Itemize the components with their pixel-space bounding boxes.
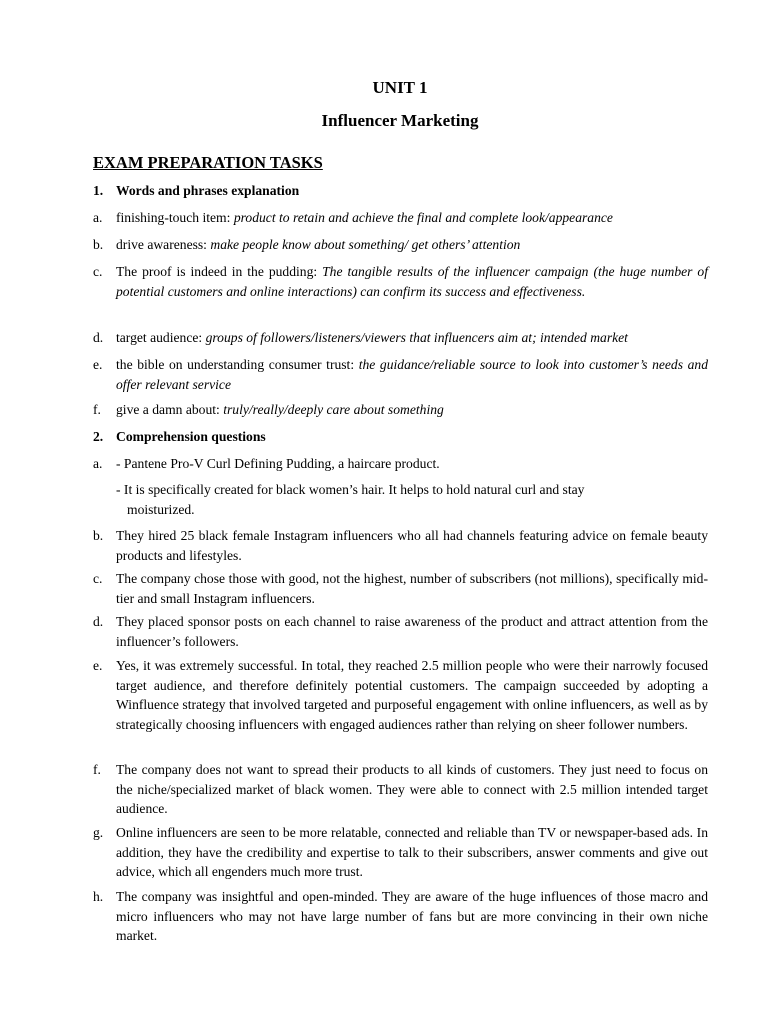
answer-line-continued: moisturized. — [127, 501, 195, 517]
answer-line: - Pantene Pro-V Curl Defining Pudding, a haircare product. — [116, 456, 440, 471]
item-label: a. — [93, 456, 103, 471]
list-item — [93, 612, 708, 651]
term: The proof is indeed in the pudding: — [116, 264, 318, 279]
answer-text: The company chose those with good, not the highest, number of subscribers (not millions), specifically mid-tier and small Instagram influencers. — [116, 571, 708, 606]
answer-text: They hired 25 black female Instagram influencers who all had channels featuring advice on female beauty products and lifestyles. — [116, 528, 708, 563]
item-label: d. — [93, 330, 104, 345]
item-label: b. — [93, 237, 104, 252]
definition: product to retain and achieve the final and complete look/appearance — [233, 210, 613, 225]
answer-text: Yes, it was extremely successful. In total, they reached 2.5 million people who were their narrowly focused target audience, and therefore definitely potential customers. The campaign succeeded by adopting a Winfluence strategy that involved targeted and purposeful engagement with online influencers, as well as by strategically choosing influencers with engaged audiences rather than relying on sheer follower numbers. — [116, 658, 708, 732]
list-item — [93, 328, 708, 348]
term: the bible on understanding consumer trust: — [116, 357, 355, 372]
list-item — [93, 526, 708, 565]
item-label: e. — [93, 658, 103, 673]
section-2-heading — [93, 427, 708, 447]
term: drive awareness: — [116, 237, 207, 252]
list-item — [93, 454, 708, 474]
definition: truly/really/deeply care about something — [223, 402, 444, 417]
page-title: Influencer Marketing — [321, 111, 479, 130]
definition: the guidance/reliable source to look into customer’s needs and offer relevant service — [116, 357, 708, 392]
answer-text: The company does not want to spread their products to all kinds of customers. They just need to focus on the niche/specialized market of black women. They were able to connect with 2.5 million intended target audience. — [116, 762, 708, 816]
term: target audience: — [116, 330, 203, 345]
definition: make people know about something/ get others’ attention — [210, 237, 521, 252]
item-label: f. — [93, 402, 101, 417]
list-item — [93, 656, 708, 734]
section-title: Comprehension questions — [116, 429, 266, 444]
definition: The tangible results of the influencer campaign (the huge number of potential customers and online interactions) can confirm its success and effectiveness. — [116, 264, 708, 299]
list-item — [93, 823, 708, 882]
item-label: a. — [93, 210, 103, 225]
item-label: f. — [93, 762, 101, 777]
tasks-heading: EXAM PREPARATION TASKS — [93, 153, 323, 172]
list-item — [93, 400, 708, 420]
answer-text: The company was insightful and open-minded. They are aware of the huge influences of those macro and micro influencers who may not have large number of fans but are more convincing in their own niche market. — [116, 889, 708, 943]
section-number: 2. — [93, 429, 104, 444]
answer-text: They placed sponsor posts on each channel to raise awareness of the product and attract attention from the influencer’s followers. — [116, 614, 708, 649]
section-1-heading — [93, 181, 708, 201]
section-number: 1. — [93, 183, 104, 198]
section-title: Words and phrases explanation — [116, 183, 300, 198]
list-item — [93, 355, 708, 394]
item-label: g. — [93, 825, 104, 840]
item-label: c. — [93, 571, 103, 586]
item-label: c. — [93, 264, 103, 279]
answer-bullet — [116, 480, 708, 519]
answer-line: - It is specifically created for black women’s hair. It helps to hold natural curl and stay — [116, 482, 585, 497]
unit-title: UNIT 1 — [372, 78, 428, 97]
list-item — [93, 208, 708, 228]
list-item — [93, 569, 708, 608]
item-label: h. — [93, 889, 104, 904]
list-item — [93, 235, 708, 255]
list-item — [93, 887, 708, 946]
answer-text: Online influencers are seen to be more relatable, connected and reliable than TV or newspaper-based ads. In addition, they have the credibility and expertise to talk to their subscribers, answer comments and give out advice, which all engenders much more trust. — [116, 825, 708, 879]
term: finishing-touch item: — [116, 210, 231, 225]
item-label: d. — [93, 614, 104, 629]
term: give a damn about: — [116, 402, 220, 417]
list-item — [93, 262, 708, 301]
list-item — [93, 760, 708, 819]
definition: groups of followers/listeners/viewers that influencers aim at; intended market — [205, 330, 628, 345]
item-label: b. — [93, 528, 104, 543]
item-label: e. — [93, 357, 103, 372]
